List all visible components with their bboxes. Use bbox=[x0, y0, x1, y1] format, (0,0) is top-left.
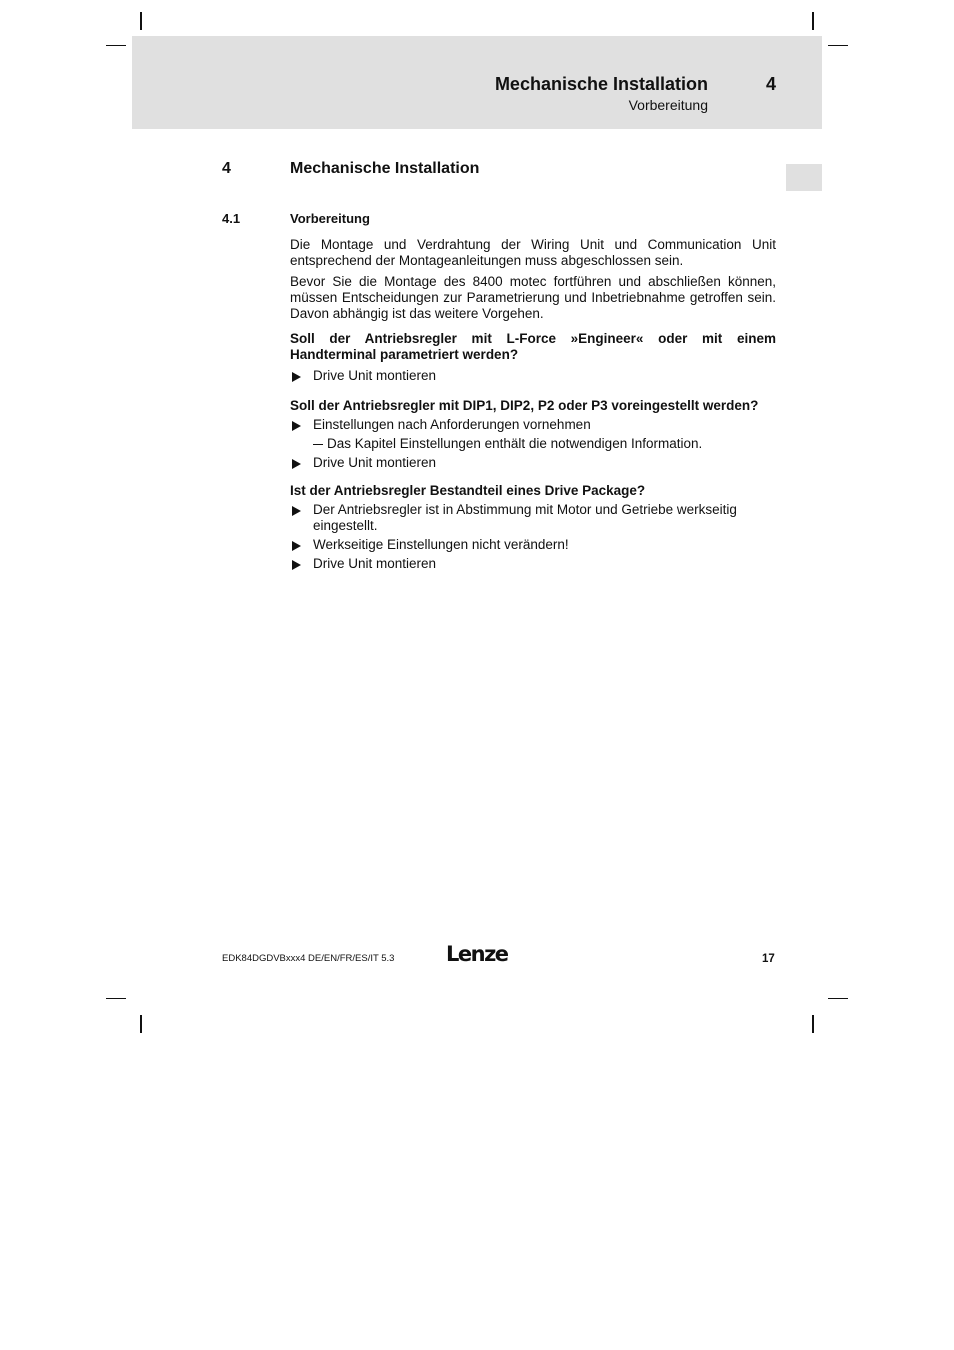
question-heading: Soll der Antriebsregler mit L-Force »Engineer« oder mit einem Handterminal parametriert werden? bbox=[290, 331, 776, 362]
arrow-bullet-icon bbox=[292, 541, 301, 551]
section-number: 4 bbox=[222, 160, 231, 177]
running-header-chapter: 4 bbox=[766, 74, 777, 94]
question-heading: Soll der Antriebsregler mit DIP1, DIP2, P2 oder P3 voreingestellt werden? bbox=[290, 398, 759, 413]
running-header-title: Mechanische Installation bbox=[494, 74, 708, 94]
crop-mark bbox=[812, 12, 814, 30]
list-item bbox=[290, 537, 776, 553]
arrow-bullet-icon bbox=[292, 421, 301, 431]
paragraph: Die Montage und Verdrahtung der Wiring Unit und Communication Unit entsprechend der Montageanleitungen muss abgeschlossen sein. bbox=[290, 237, 776, 268]
list-item-text: Drive Unit montieren bbox=[313, 556, 437, 571]
crop-mark bbox=[812, 1015, 814, 1033]
crop-mark bbox=[828, 998, 848, 999]
question-heading: Ist der Antriebsregler Bestandteil eines Drive Package? bbox=[290, 483, 646, 498]
dash-icon bbox=[313, 444, 323, 446]
lenze-logo: Lenze bbox=[446, 942, 508, 966]
list-item bbox=[290, 556, 776, 572]
arrow-bullet-icon bbox=[292, 372, 301, 382]
list-item-text: Der Antriebsregler ist in Abstimmung mit Motor und Getriebe werkseitig eingestellt. bbox=[313, 502, 737, 533]
action-list bbox=[290, 502, 776, 572]
list-item-text: Drive Unit montieren bbox=[313, 368, 437, 383]
crop-mark bbox=[140, 12, 142, 30]
sub-list-item-text: Das Kapitel Einstellungen enthält die notwendigen Information. bbox=[327, 436, 703, 451]
sub-list-item bbox=[313, 436, 776, 452]
crop-mark bbox=[828, 45, 848, 46]
list-item bbox=[290, 417, 776, 452]
crop-mark bbox=[140, 1015, 142, 1033]
arrow-bullet-icon bbox=[292, 560, 301, 570]
list-item bbox=[290, 455, 776, 471]
crop-mark bbox=[106, 998, 126, 999]
action-list bbox=[290, 417, 776, 471]
list-item-text: Drive Unit montieren bbox=[313, 455, 437, 470]
running-header-subtitle: Vorbereitung bbox=[628, 97, 708, 113]
chapter-tab-marker bbox=[786, 164, 822, 191]
crop-mark bbox=[106, 45, 126, 46]
document-code: EDK84DGDVBxxx4 DE/EN/FR/ES/IT 5.3 bbox=[222, 953, 395, 964]
page-number: 17 bbox=[762, 953, 775, 965]
body-content bbox=[290, 237, 776, 575]
list-item-text: Werkseitige Einstellungen nicht verändern! bbox=[313, 537, 569, 552]
paragraph: Bevor Sie die Montage des 8400 motec fortführen und abschließen können, müssen Entscheidungen zur Parametrierung und Inbetriebnahme getroffen sein. Davon abhängig ist das weitere Vorgehen. bbox=[290, 274, 776, 321]
list-item bbox=[290, 368, 776, 384]
section-title: Mechanische Installation bbox=[290, 160, 480, 177]
arrow-bullet-icon bbox=[292, 459, 301, 469]
arrow-bullet-icon bbox=[292, 506, 301, 516]
subsection-number: 4.1 bbox=[222, 211, 241, 226]
page-header-band bbox=[132, 36, 822, 129]
list-item bbox=[290, 502, 776, 534]
list-item-text: Einstellungen nach Anforderungen vornehmen bbox=[313, 417, 591, 432]
subsection-title: Vorbereitung bbox=[290, 211, 370, 226]
action-list bbox=[290, 368, 776, 384]
